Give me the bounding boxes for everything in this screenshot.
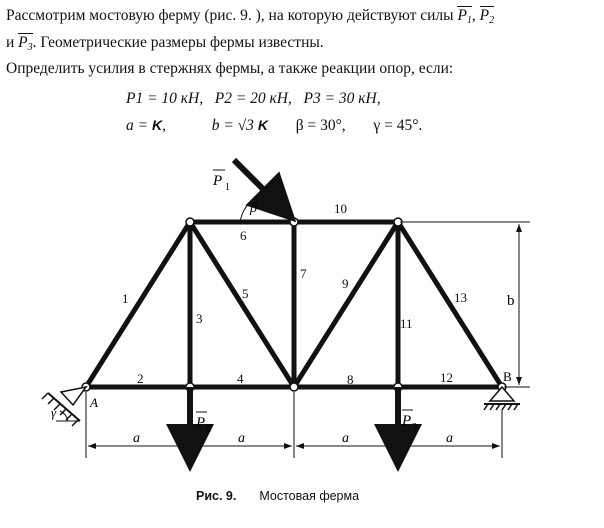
given-a-value: K [151, 117, 163, 133]
member-5 [190, 222, 294, 387]
force-p1-symbol: $P_1$ [457, 7, 472, 26]
member-label: 1 [122, 291, 129, 306]
given-gamma: γ = 45°. [373, 117, 423, 134]
force-p3-symbol: $P_3$ [18, 34, 33, 53]
truss-members [86, 222, 502, 387]
force-p1-label: P [213, 173, 223, 189]
member-label: 4 [237, 371, 244, 386]
force-p2-index: 2 [206, 424, 211, 435]
member-label: 7 [300, 266, 307, 281]
joint [186, 218, 194, 226]
force-p2-label: P [196, 415, 206, 431]
figure-caption [196, 489, 359, 503]
support-a-label: A [90, 395, 98, 410]
intro-text: Рассмотрим мостовую ферму (рис. 9. ), на которую действуют силы [6, 7, 454, 24]
separator: , [471, 7, 476, 24]
intro-line-1 [6, 6, 494, 28]
member-13 [398, 222, 502, 387]
caption-label: Рис. 9. [196, 489, 237, 503]
force-p1-index: 1 [225, 182, 230, 193]
given-p3: P3 = 30 кН, [303, 90, 381, 107]
support-a-icon [42, 387, 86, 426]
force-p1-arrow [234, 160, 292, 222]
given-p1: P1 = 10 кН, [126, 90, 204, 107]
force-labels [195, 170, 417, 435]
member-label: 13 [454, 290, 467, 305]
given-beta: β = 30°, [295, 117, 346, 134]
dimension-a-label: a [238, 431, 245, 446]
joint [290, 218, 298, 226]
member-label: 9 [342, 276, 349, 291]
task-statement: Определить усилия в стержнях фермы, а также реакции опор, если: [6, 60, 454, 77]
intro-conj: и [6, 34, 15, 51]
force-p2-symbol: $P_2$ [479, 7, 495, 26]
intro-line-2 [6, 33, 324, 55]
given-forces [126, 90, 381, 108]
member-label: 5 [242, 286, 249, 301]
support-b-label: B [503, 369, 512, 384]
caption-text: Мостовая ферма [259, 489, 360, 503]
given-geometry [126, 117, 422, 135]
given-b-prefix: b = √3 [211, 117, 254, 134]
truss-figure [0, 150, 604, 485]
given-a-suffix: , [162, 117, 166, 134]
member-label: 2 [137, 371, 144, 386]
intro-text-2: . Геометрические размеры фермы известны. [32, 34, 324, 51]
member-label: 6 [240, 228, 247, 243]
member-label: 3 [196, 311, 203, 326]
member-label: 11 [400, 316, 413, 331]
angle-beta-label: β [250, 201, 257, 216]
member-1 [86, 222, 190, 387]
member-label: 10 [334, 201, 347, 216]
dimension-a-label: a [446, 431, 453, 446]
force-p3-label: P [402, 413, 412, 429]
member-label: 12 [440, 370, 453, 385]
support-b-icon [484, 387, 520, 410]
joint [290, 383, 298, 391]
member-label: 8 [347, 372, 354, 387]
dimension-a-row [86, 392, 502, 458]
dimension-a-label: a [342, 431, 349, 446]
given-a-prefix: a = [126, 117, 149, 134]
member-9 [294, 222, 398, 387]
given-b-value: K [257, 117, 268, 133]
given-p2: P2 = 20 кН, [214, 90, 292, 107]
dimension-a-label: a [133, 431, 140, 446]
angle-gamma-label: γ [51, 405, 57, 420]
dimension-b-label: b [507, 293, 515, 309]
force-p3-index: 3 [412, 422, 417, 433]
